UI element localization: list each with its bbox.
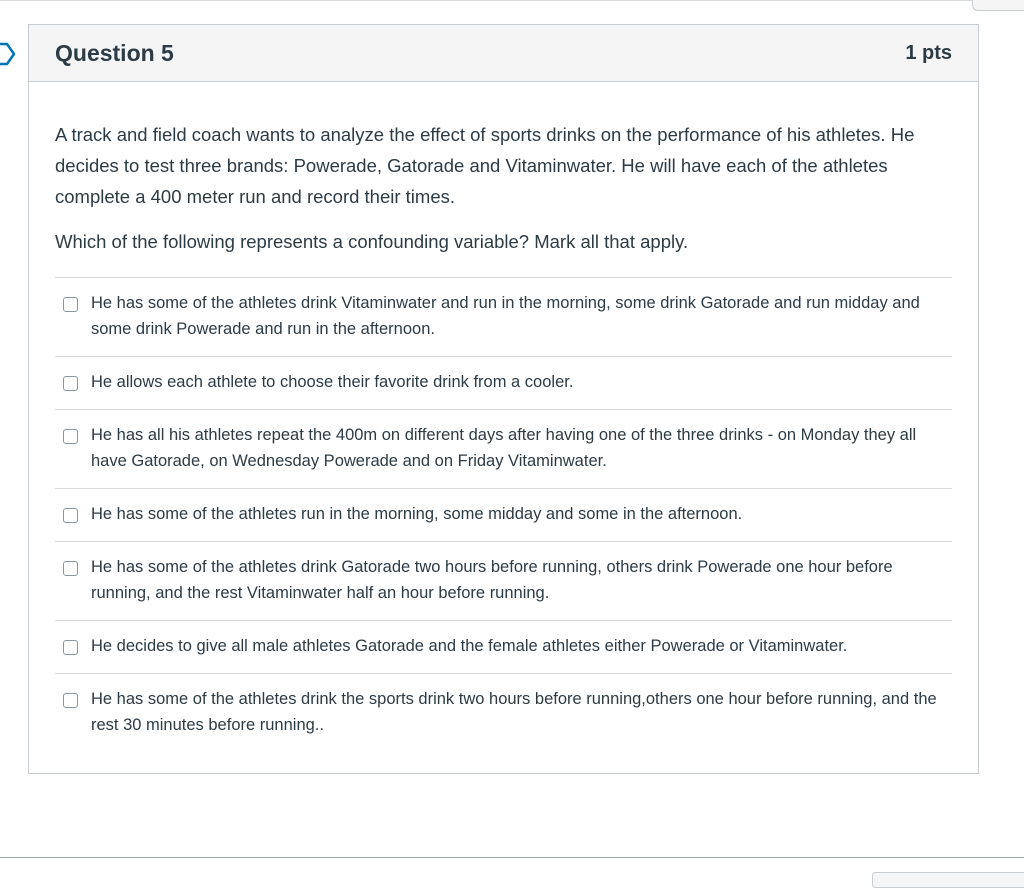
question-card (28, 24, 979, 774)
answer-option[interactable] (55, 410, 952, 489)
answer-list (55, 277, 952, 752)
answer-label[interactable]: He has some of the athletes drink Vitaminwater and run in the morning, some drink Gatorade and run midday and some drink Powerade and run in the afternoon. (91, 294, 920, 338)
answer-label[interactable]: He has some of the athletes drink the sports drink two hours before running,others one hour before running, and the rest 30 minutes before running.. (91, 690, 937, 734)
question-prompt: Which of the following represents a confounding variable? Mark all that apply. (55, 231, 689, 252)
question-title: Question 5 (55, 39, 174, 66)
answer-label[interactable]: He has all his athletes repeat the 400m on different days after having one of the three drinks - on Monday they all have Gatorade, on Wednesday Powerade and on Friday Vitaminwater. (91, 426, 917, 470)
answer-label[interactable]: He decides to give all male athletes Gatorade and the female athletes either Powerade or Vitaminwater. (91, 637, 848, 655)
checkbox-icon[interactable] (63, 640, 78, 655)
checkbox-icon[interactable] (63, 561, 78, 576)
question-body (29, 82, 978, 752)
question-text: A track and field coach wants to analyze the effect of sports drinks on the performance of his athletes. He decides to test three brands: Powerade, Gatorade and Vitaminwater. He will have each of the athletes complete a 400 meter run and record their times. (55, 124, 915, 207)
bottom-divider (0, 857, 1024, 858)
answer-label[interactable]: He has some of the athletes run in the morning, some midday and some in the afternoon. (91, 505, 743, 523)
answer-option[interactable] (55, 674, 952, 752)
question-header (29, 25, 978, 82)
answer-label[interactable]: He has some of the athletes drink Gatorade two hours before running, others drink Powerade one hour before running, and the rest Vitaminwater half an hour before running. (91, 558, 893, 602)
checkbox-icon[interactable] (63, 376, 78, 391)
answer-option[interactable] (55, 621, 952, 674)
bottom-right-panel-edge (872, 872, 1024, 888)
answer-option[interactable] (55, 278, 952, 357)
checkbox-icon[interactable] (63, 429, 78, 444)
question-points: 1 pts (905, 41, 952, 64)
top-divider (0, 0, 975, 1)
checkbox-icon[interactable] (63, 693, 78, 708)
top-right-panel-edge (972, 0, 1024, 11)
checkbox-icon[interactable] (63, 508, 78, 523)
bookmark-flag-icon[interactable] (0, 40, 18, 68)
answer-label[interactable]: He allows each athlete to choose their favorite drink from a cooler. (91, 373, 574, 391)
answer-option[interactable] (55, 489, 952, 542)
answer-option[interactable] (55, 542, 952, 621)
checkbox-icon[interactable] (63, 297, 78, 312)
answer-option[interactable] (55, 357, 952, 410)
